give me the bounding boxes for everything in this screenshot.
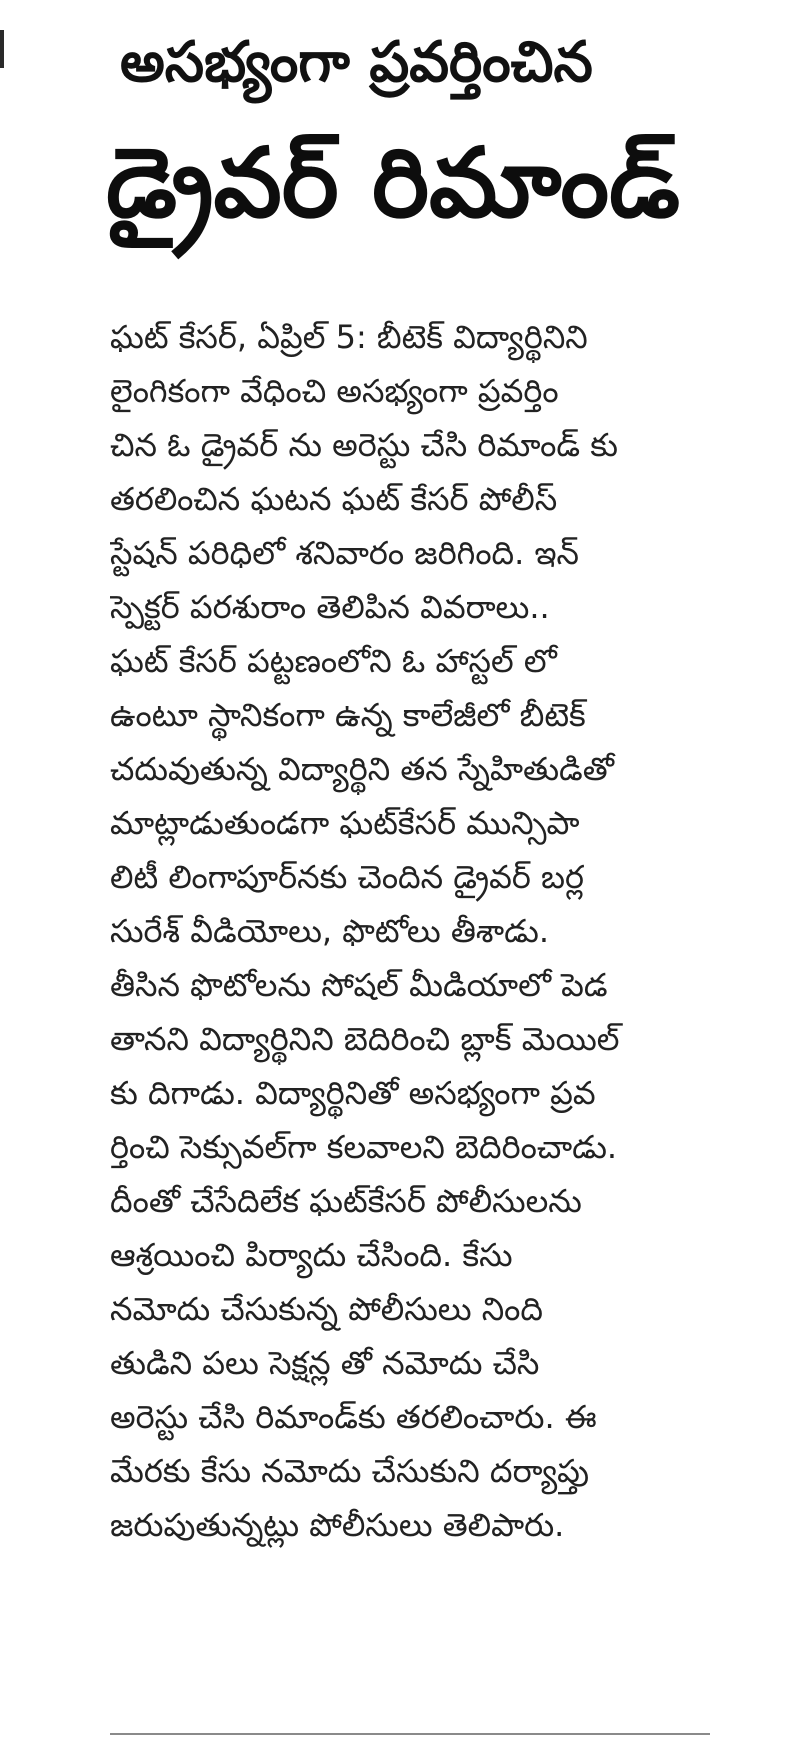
article-line: ర్తించి సెక్సువల్‌గా కలవాలని బెదిరించాడు. <box>110 1128 618 1166</box>
bottom-divider <box>110 1733 710 1735</box>
headline-kicker: అసభ్యంగా ప్రవర్తించిన <box>120 30 593 95</box>
page-edge-mark <box>0 30 4 68</box>
article-line: స్టేషన్ పరిధిలో శనివారం జరిగింది. ఇన్ <box>110 534 580 572</box>
article-line: మాట్లాడుతుండగా ఘట్‌కేసర్ మున్సిపా <box>110 804 580 842</box>
article-line: దీంతో చేసేదిలేక ఘట్‌కేసర్ పోలీసులను <box>110 1182 582 1220</box>
article-line: లిటీ లింగాపూర్‌నకు చెందిన డ్రైవర్ బర్ల <box>110 858 585 896</box>
article-line: తీసిన ఫొటోలను సోషల్ మీడియాలో పెడ <box>110 966 608 1004</box>
article-line: ఆశ్రయించి పిర్యాదు చేసింది. కేసు <box>110 1236 513 1274</box>
article-line: ఘట్ కేసర్, ఏప్రిల్ 5: బీటెక్ విద్యార్థినిని <box>110 318 588 356</box>
article-line: తానని విద్యార్థినిని బెదిరించి బ్లాక్ మెయిల్ <box>110 1020 620 1058</box>
article-line: కు దిగాడు. విద్యార్థినితో అసభ్యంగా ప్రవ <box>110 1074 596 1112</box>
article-line: ఘట్ కేసర్ పట్టణంలోని ఓ హాస్టల్ లో <box>110 642 557 680</box>
article-line: జరుపుతున్నట్లు పోలీసులు తెలిపారు. <box>110 1506 565 1544</box>
headline-main: డ్రైవర్ రిమాండ్ <box>106 127 681 239</box>
article-line: తరలించిన ఘటన ఘట్ కేసర్ పోలీస్ <box>110 480 558 518</box>
article-line: అరెస్టు చేసి రిమాండ్‌కు తరలించారు. ఈ <box>110 1398 597 1436</box>
article-line: స్పెక్టర్ పరశురాం తెలిపిన వివరాలు.. <box>110 588 550 626</box>
article-line: లైంగికంగా వేధించి అసభ్యంగా ప్రవర్తిం <box>110 372 559 410</box>
article-line: తుడిని పలు సెక్షన్ల తో నమోదు చేసి <box>110 1344 540 1382</box>
article-line: మేరకు కేసు నమోదు చేసుకుని దర్యాప్తు <box>110 1452 590 1490</box>
article-line: చదువుతున్న విద్యార్థిని తన స్నేహితుడితో <box>110 750 614 788</box>
article-line: సురేశ్ వీడియోలు, ఫొటోలు తీశాడు. <box>110 912 550 950</box>
article-line: నమోదు చేసుకున్న పోలీసులు నింది <box>110 1290 543 1328</box>
article-body <box>110 310 710 1552</box>
article-line: చిన ఓ డ్రైవర్ ను అరెస్టు చేసి రిమాండ్ కు <box>110 426 619 464</box>
article-line: ఉంటూ స్థానికంగా ఉన్న కాలేజీలో బీటెక్ <box>110 696 586 734</box>
